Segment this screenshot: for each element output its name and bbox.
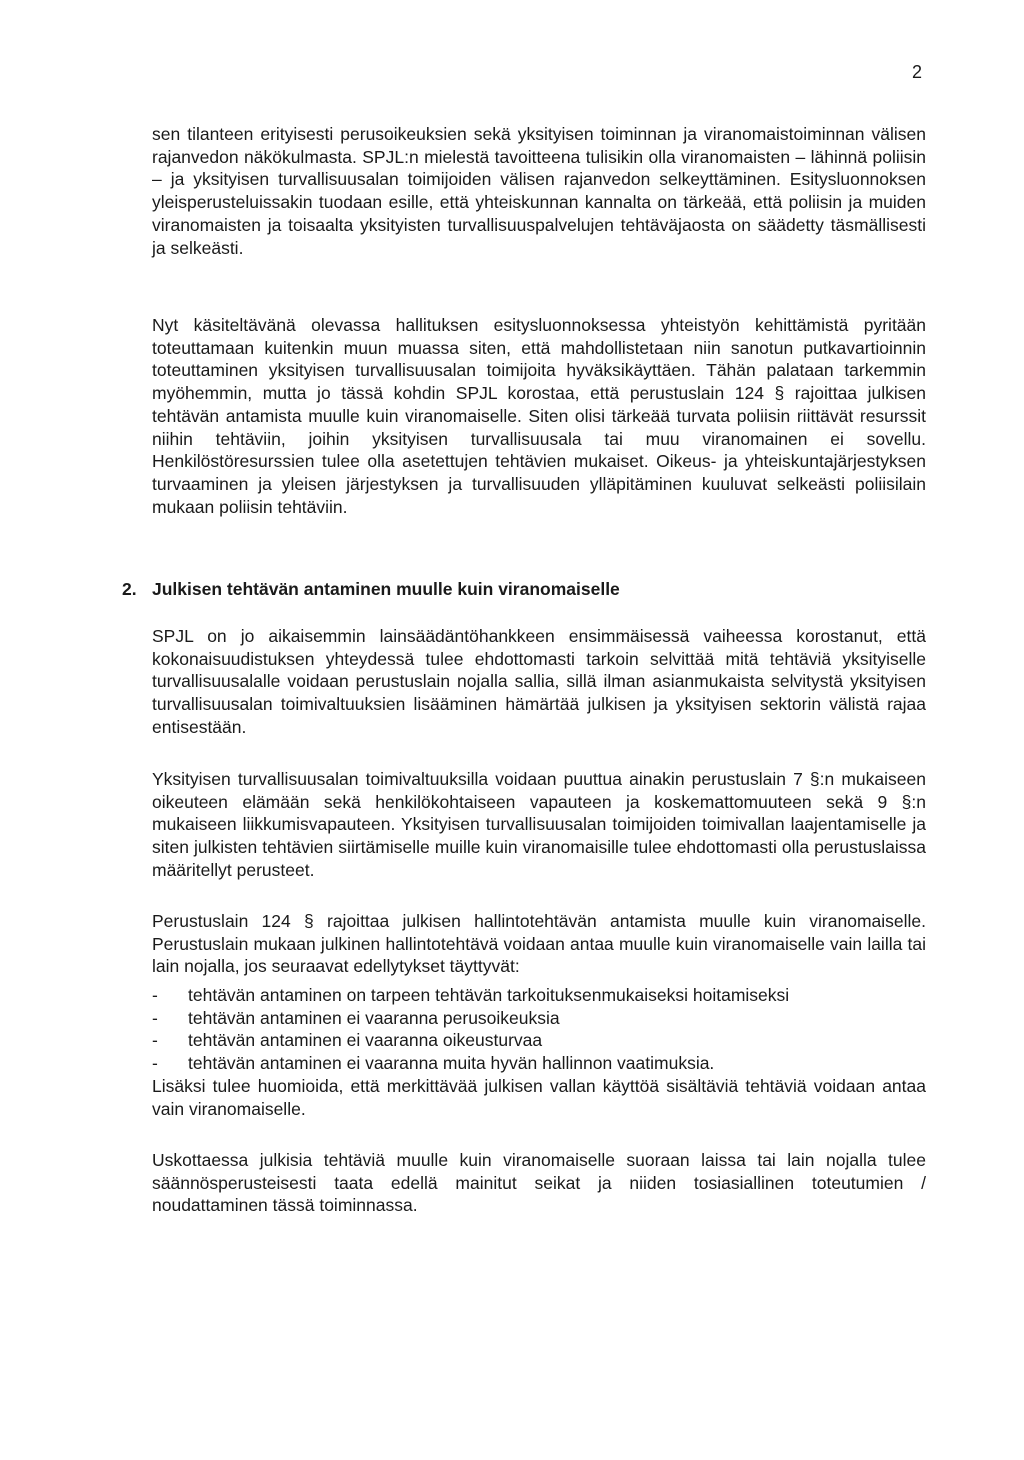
- list-item: [152, 1029, 926, 1052]
- list-item-text: tehtävän antaminen ei vaaranna muita hyvän hallinnon vaatimuksia.: [188, 1053, 715, 1074]
- list-item: [152, 1052, 926, 1075]
- paragraph-constitution-124: Perustuslain 124 § rajoittaa julkisen hallintotehtävän antamista muulle kuin viranomaiselle. Perustuslain mukaan julkinen hallintotehtävä voidaan antaa muulle kuin viranomaiselle vain lailla tai lain nojalla, jos seuraavat edellytykset täyttyvät:: [152, 911, 926, 977]
- list-item-text: tehtävän antaminen ei vaaranna perusoikeuksia: [188, 1007, 560, 1028]
- requirements-list: [152, 984, 926, 1075]
- paragraph-conclusion: Uskottaessa julkisia tehtäviä muulle kuin viranomaiselle suoraan laissa tai lain nojalla tulee säännösperusteisesti taata edellä mainitut seikat ja niiden tosiasiallinen toteutumien / noudattaminen tässä toiminnassa.: [152, 1150, 926, 1216]
- list-item-text: tehtävän antaminen ei vaaranna oikeusturvaa: [188, 1030, 543, 1051]
- list-dash: -: [152, 1007, 158, 1028]
- list-item: [152, 984, 926, 1007]
- paragraph-intro-continued: sen tilanteen erityisesti perusoikeuksien sekä yksityisen toiminnan ja viranomaistoiminnan välisen rajanvedon näkökulmasta. SPJL:n mielestä tavoitteena tulisikin olla viranomaisten – lähinnä poliisin – ja yksityisen turvallisuusalan toimijoiden välisen rajanvedon selkeyttäminen. Esitysluonnoksen yleisperusteluissakin tuodaan esille, että yhteiskunnan kannalta on tärkeää, että poliisin ja muiden viranomaisten ja toisaalta yksityisten turvallisuuspalvelujen tehtäväjaosta on säädetty täsmällisesti ja selkeästi.: [152, 124, 926, 258]
- list-dash: -: [152, 1030, 158, 1051]
- list-dash: -: [152, 985, 158, 1005]
- section-heading: [122, 577, 620, 601]
- section-number: 2.: [122, 579, 137, 599]
- paragraph-cooperation: Nyt käsiteltävänä olevassa hallituksen esitysluonnoksessa yhteistyön kehittämistä pyritään toteuttamaan kuitenkin muun muassa siten, että mahdollistetaan niin sanotun putkavartioinnin toteuttaminen yksityisen turvallisuusalan toimijoita hyväksikäyttäen. Tähän palataan tarkemmin myöhemmin, mutta jo tässä kohdin SPJL korostaa, että perustuslain 124 § rajoittaa julkisen tehtävän antamista muulle kuin viranomaiselle. Siten olisi tärkeää turvata poliisin riittävät resurssit niihin tehtäviin, joihin yksityisen turvallisuusala tai muu viranomainen ei sovellu. Henkilöstöresurssien tulee olla asetettujen tehtävien mukaiset. Oikeus- ja yhteiskuntajärjestyksen turvaaminen ja yleisen järjestyksen ja turvallisuuden ylläpitäminen kuuluvat selkeästi poliisilain mukaan poliisin tehtäviin.: [152, 315, 926, 517]
- list-item-text: tehtävän antaminen on tarpeen tehtävän tarkoituksenmukaiseksi hoitamiseksi: [188, 985, 790, 1005]
- section-title: Julkisen tehtävän antaminen muulle kuin viranomaiselle: [152, 579, 620, 599]
- paragraph-powers: Yksityisen turvallisuusalan toimivaltuuksilla voidaan puuttua ainakin perustuslain 7 §:n mukaiseen oikeuteen elämään sekä henkilökohtaiseen vapauteen ja koskemattomuuteen sekä 9 §:n mukaiseen liikkumisvapauteen. Yksityisen turvallisuusalan toimijoiden toimivallan laajentamiselle ja siten julkisten tehtävien siirtämiselle muille kuin viranomaisille tulee ehdottomasti olla perustuslaissa määritellyt perusteet.: [152, 769, 926, 880]
- list-item: [152, 1007, 926, 1030]
- paragraph-spjl-position: SPJL on jo aikaisemmin lainsäädäntöhankkeen ensimmäisessä vaiheessa korostanut, että kokonaisuudistuksen yhteydessä tulee ehdottomasti tarkoin selvittää mitä tehtäviä yksityiselle turvallisuusalalle voidaan perustuslain nojalla sallia, sillä ilman asianmukaista selvitystä yksityisen turvallisuusalan toimivaltuuksien lisääminen hämärtää julkisen ja yksityisen sektorin välistä rajaa entisestään.: [152, 626, 926, 737]
- page-number: 2: [912, 62, 923, 82]
- paragraph-additional-note: Lisäksi tulee huomioida, että merkittävää julkisen vallan käyttöä sisältäviä tehtäviä voidaan antaa vain viranomaiselle.: [152, 1076, 926, 1119]
- list-dash: -: [152, 1053, 158, 1074]
